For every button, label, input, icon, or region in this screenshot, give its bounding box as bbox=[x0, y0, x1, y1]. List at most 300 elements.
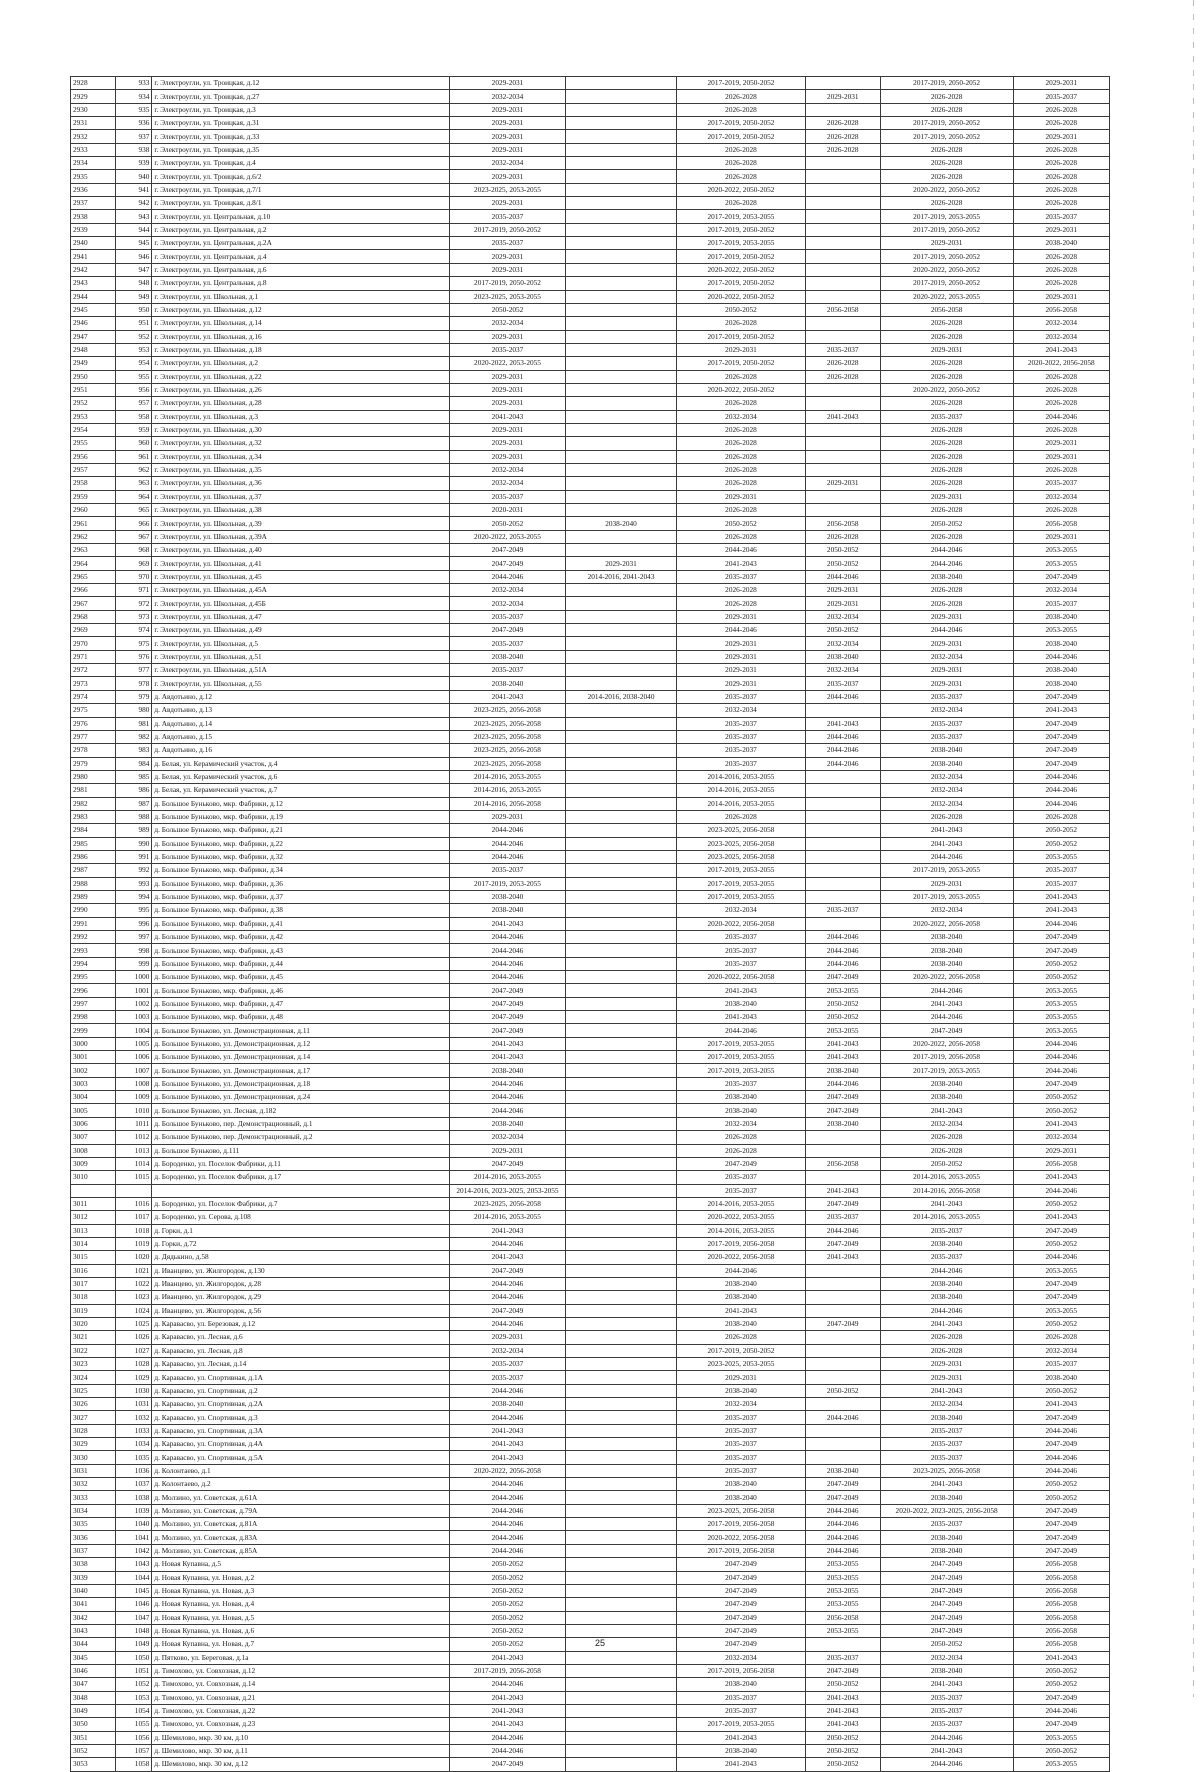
address-cell: д. Каравасво, ул. Спортивная, д.2 bbox=[152, 1384, 450, 1397]
year-col-4 bbox=[805, 770, 880, 783]
row-index-cell: 2945 bbox=[71, 303, 116, 316]
address-cell: д. Дядькино, д.58 bbox=[152, 1251, 450, 1264]
year-col-2 bbox=[565, 423, 676, 436]
row-index-cell: 2967 bbox=[71, 597, 116, 610]
table-row bbox=[71, 1104, 1110, 1117]
year-col-3: 2041-2043 bbox=[677, 1011, 806, 1024]
year-col-2 bbox=[565, 664, 676, 677]
year-col-2 bbox=[565, 410, 676, 423]
year-col-5: 2026-2028 bbox=[880, 1131, 1013, 1144]
item-number-cell: 946 bbox=[115, 250, 151, 263]
year-col-5: 2041-2043 bbox=[880, 1104, 1013, 1117]
year-col-5: 2047-2049 bbox=[880, 1598, 1013, 1611]
year-col-5: 2026-2028 bbox=[880, 370, 1013, 383]
item-number-cell: 972 bbox=[115, 597, 151, 610]
table-row bbox=[71, 1691, 1110, 1704]
year-col-6: 2026-2028 bbox=[1013, 197, 1109, 210]
year-col-6: 2056-2058 bbox=[1013, 1571, 1109, 1584]
row-index-cell: 2940 bbox=[71, 237, 116, 250]
table-row bbox=[71, 1304, 1110, 1317]
item-number-cell: 971 bbox=[115, 584, 151, 597]
row-index-cell: 2981 bbox=[71, 784, 116, 797]
year-col-1: 2032-2034 bbox=[450, 463, 566, 476]
item-number-cell: 948 bbox=[115, 277, 151, 290]
year-col-4 bbox=[805, 490, 880, 503]
year-col-3: 2035-2037 bbox=[677, 570, 806, 583]
table-row bbox=[71, 570, 1110, 583]
item-number-cell: 978 bbox=[115, 677, 151, 690]
year-col-4 bbox=[805, 223, 880, 236]
row-index-cell: 2980 bbox=[71, 770, 116, 783]
row-index-cell: 3026 bbox=[71, 1398, 116, 1411]
address-cell: д. Каравасво, ул. Спортивная, д.5А bbox=[152, 1451, 450, 1464]
year-col-4: 2050-2052 bbox=[805, 1384, 880, 1397]
year-col-4 bbox=[805, 463, 880, 476]
year-col-3: 2017-2019, 2053-2055 bbox=[677, 890, 806, 903]
year-col-1: 2044-2046 bbox=[450, 1731, 566, 1744]
address-cell: д. Большое Буньково, мкр. Фабрики, д.44 bbox=[152, 957, 450, 970]
row-index-cell: 2962 bbox=[71, 530, 116, 543]
year-col-3: 2017-2019, 2056-2058 bbox=[677, 1518, 806, 1531]
address-cell: д. Большое Буньково, ул. Демонстрационная, д.18 bbox=[152, 1077, 450, 1090]
year-col-3: 2026-2028 bbox=[677, 103, 806, 116]
year-col-3: 2041-2043 bbox=[677, 1758, 806, 1771]
year-col-3: 2029-2031 bbox=[677, 677, 806, 690]
address-cell: д. Тимохово, ул. Совхозная, д.12 bbox=[152, 1664, 450, 1677]
row-index-cell: 2974 bbox=[71, 690, 116, 703]
year-col-6: 2047-2049 bbox=[1013, 1718, 1109, 1731]
item-number-cell: 998 bbox=[115, 944, 151, 957]
year-col-2 bbox=[565, 237, 676, 250]
year-col-5: 2017-2019, 2050-2052 bbox=[880, 77, 1013, 90]
year-col-5: 2029-2031 bbox=[880, 490, 1013, 503]
year-col-6: 2047-2049 bbox=[1013, 1291, 1109, 1304]
item-number-cell: 955 bbox=[115, 370, 151, 383]
year-col-6: 2044-2046 bbox=[1013, 1037, 1109, 1050]
year-col-1: 2035-2037 bbox=[450, 864, 566, 877]
year-col-1: 2041-2043 bbox=[450, 917, 566, 930]
address-cell: д. Молзино, ул. Советская, д.81А bbox=[152, 1518, 450, 1531]
year-col-4 bbox=[805, 1131, 880, 1144]
year-col-3: 2017-2019, 2056-2058 bbox=[677, 1664, 806, 1677]
table-row bbox=[71, 797, 1110, 810]
address-cell: г. Электроугли, ул. Школьная, д.37 bbox=[152, 490, 450, 503]
year-col-6: 2029-2031 bbox=[1013, 223, 1109, 236]
year-col-2 bbox=[565, 317, 676, 330]
address-cell: д. Каравасво, ул. Лесная, д.6 bbox=[152, 1331, 450, 1344]
address-cell: д. Тимохово, ул. Совхозная, д.22 bbox=[152, 1704, 450, 1717]
year-col-6: 2041-2043 bbox=[1013, 1117, 1109, 1130]
year-col-4: 2044-2046 bbox=[805, 730, 880, 743]
year-col-5: 2026-2028 bbox=[880, 437, 1013, 450]
year-col-1: 2035-2037 bbox=[450, 490, 566, 503]
year-col-3: 2029-2031 bbox=[677, 650, 806, 663]
year-col-3: 2047-2049 bbox=[677, 1157, 806, 1170]
item-number-cell: 1033 bbox=[115, 1424, 151, 1437]
year-col-1: 2050-2052 bbox=[450, 1611, 566, 1624]
year-col-4: 2038-2040 bbox=[805, 1064, 880, 1077]
year-col-2 bbox=[565, 917, 676, 930]
year-col-5: 2020-2022, 2056-2058 bbox=[880, 1037, 1013, 1050]
year-col-4: 2053-2055 bbox=[805, 1584, 880, 1597]
year-col-1: 2017-2019, 2056-2058 bbox=[450, 1664, 566, 1677]
year-col-2 bbox=[565, 877, 676, 890]
year-col-5: 2044-2046 bbox=[880, 544, 1013, 557]
address-cell: д. Иванцево, ул. Жилгородок, д.56 bbox=[152, 1304, 450, 1317]
table-row bbox=[71, 610, 1110, 623]
row-index-cell: 2964 bbox=[71, 557, 116, 570]
row-index-cell: 2993 bbox=[71, 944, 116, 957]
table-row bbox=[71, 664, 1110, 677]
year-col-1: 2029-2031 bbox=[450, 117, 566, 130]
year-col-1: 2038-2040 bbox=[450, 904, 566, 917]
year-col-5: 2041-2043 bbox=[880, 1678, 1013, 1691]
row-index-cell: 2996 bbox=[71, 984, 116, 997]
year-col-3: 2017-2019, 2056-2058 bbox=[677, 1237, 806, 1250]
year-col-1: 2050-2052 bbox=[450, 1624, 566, 1637]
item-number-cell: 1044 bbox=[115, 1571, 151, 1584]
year-col-3: 2026-2028 bbox=[677, 530, 806, 543]
year-col-1: 2014-2016, 2023-2025, 2053-2055 bbox=[450, 1184, 566, 1197]
year-col-5: 2038-2040 bbox=[880, 1411, 1013, 1424]
table-row bbox=[71, 730, 1110, 743]
row-index-cell: 3041 bbox=[71, 1598, 116, 1611]
table-row bbox=[71, 677, 1110, 690]
row-index-cell: 3008 bbox=[71, 1144, 116, 1157]
address-cell: д. Шемилово, мкр. 30 км, д.11 bbox=[152, 1744, 450, 1757]
year-col-6: 2047-2049 bbox=[1013, 1504, 1109, 1517]
year-col-5: 2020-2022, 2050-2052 bbox=[880, 383, 1013, 396]
year-col-6: 2035-2037 bbox=[1013, 477, 1109, 490]
year-col-2 bbox=[565, 1157, 676, 1170]
year-col-6: 2026-2028 bbox=[1013, 1331, 1109, 1344]
row-index-cell: 2947 bbox=[71, 330, 116, 343]
year-col-1: 2047-2049 bbox=[450, 544, 566, 557]
year-col-2 bbox=[565, 1024, 676, 1037]
address-cell: г. Электроугли, ул. Школьная, д.51 bbox=[152, 650, 450, 663]
year-col-4: 2056-2058 bbox=[805, 1157, 880, 1170]
row-index-cell: 2999 bbox=[71, 1024, 116, 1037]
row-index-cell: 2934 bbox=[71, 157, 116, 170]
table-row bbox=[71, 984, 1110, 997]
year-col-1: 2023-2025, 2056-2058 bbox=[450, 717, 566, 730]
year-col-3: 2029-2031 bbox=[677, 637, 806, 650]
year-col-2 bbox=[565, 490, 676, 503]
year-col-1: 2029-2031 bbox=[450, 77, 566, 90]
year-col-4: 2050-2052 bbox=[805, 1678, 880, 1691]
year-col-5: 2026-2028 bbox=[880, 584, 1013, 597]
year-col-4: 2044-2046 bbox=[805, 757, 880, 770]
item-number-cell: 988 bbox=[115, 810, 151, 823]
year-col-3: 2017-2019, 2053-2055 bbox=[677, 1064, 806, 1077]
year-col-1: 2038-2040 bbox=[450, 890, 566, 903]
year-col-6: 2056-2058 bbox=[1013, 1638, 1109, 1651]
year-col-4: 2044-2046 bbox=[805, 944, 880, 957]
address-cell: г. Электроугли, ул. Школьная, д.5 bbox=[152, 637, 450, 650]
item-number-cell: 938 bbox=[115, 143, 151, 156]
item-number-cell: 941 bbox=[115, 183, 151, 196]
year-col-4: 2041-2043 bbox=[805, 1718, 880, 1731]
year-col-1: 2020-2022, 2056-2058 bbox=[450, 1464, 566, 1477]
year-col-4: 2026-2028 bbox=[805, 130, 880, 143]
year-col-5: 2038-2040 bbox=[880, 1491, 1013, 1504]
table-body bbox=[71, 77, 1110, 1772]
year-col-4 bbox=[805, 423, 880, 436]
year-col-6: 2041-2043 bbox=[1013, 1171, 1109, 1184]
year-col-4 bbox=[805, 704, 880, 717]
table-row bbox=[71, 1197, 1110, 1210]
year-col-4: 2035-2037 bbox=[805, 1211, 880, 1224]
address-cell: д. Новая Купавна, ул. Новая, д.2 bbox=[152, 1571, 450, 1584]
address-cell: д. Большое Буньково, ул. Демонстрационная, д.12 bbox=[152, 1037, 450, 1050]
year-col-1: 2029-2031 bbox=[450, 810, 566, 823]
year-col-4: 2032-2034 bbox=[805, 637, 880, 650]
item-number-cell: 999 bbox=[115, 957, 151, 970]
address-cell: д. Бороденко, ул. Поселок Фабрики, д.7 bbox=[152, 1197, 450, 1210]
table-row bbox=[71, 597, 1110, 610]
row-index-cell: 3051 bbox=[71, 1731, 116, 1744]
address-cell: г. Электроугли, ул. Центральная, д.8 bbox=[152, 277, 450, 290]
year-col-6: 2026-2028 bbox=[1013, 810, 1109, 823]
table-row bbox=[71, 1744, 1110, 1757]
year-col-4 bbox=[805, 210, 880, 223]
year-col-4: 2053-2055 bbox=[805, 1598, 880, 1611]
year-col-3: 2014-2016, 2053-2055 bbox=[677, 1197, 806, 1210]
year-col-4 bbox=[805, 1398, 880, 1411]
year-col-6: 2041-2043 bbox=[1013, 1211, 1109, 1224]
year-col-6: 2026-2028 bbox=[1013, 383, 1109, 396]
row-index-cell bbox=[71, 1184, 116, 1197]
item-number-cell: 964 bbox=[115, 490, 151, 503]
year-col-3: 2017-2019, 2056-2058 bbox=[677, 1544, 806, 1557]
year-col-6: 2035-2037 bbox=[1013, 210, 1109, 223]
year-col-1: 2017-2019, 2050-2052 bbox=[450, 277, 566, 290]
year-col-5: 2026-2028 bbox=[880, 1331, 1013, 1344]
year-col-6: 2053-2055 bbox=[1013, 1024, 1109, 1037]
year-col-4 bbox=[805, 877, 880, 890]
year-col-5: 2017-2019, 2050-2052 bbox=[880, 277, 1013, 290]
year-col-1: 2050-2052 bbox=[450, 517, 566, 530]
year-col-4: 2050-2052 bbox=[805, 624, 880, 637]
year-col-5: 2044-2046 bbox=[880, 1304, 1013, 1317]
year-col-2 bbox=[565, 1331, 676, 1344]
year-col-3: 2035-2037 bbox=[677, 757, 806, 770]
address-cell: г. Электроугли, ул. Школьная, д.36 bbox=[152, 477, 450, 490]
address-cell: д. Белая, ул. Керамический участок, д.6 bbox=[152, 770, 450, 783]
year-col-4: 2026-2028 bbox=[805, 143, 880, 156]
row-index-cell: 2998 bbox=[71, 1011, 116, 1024]
year-col-6: 2050-2052 bbox=[1013, 1491, 1109, 1504]
year-col-2 bbox=[565, 143, 676, 156]
year-col-1: 2047-2049 bbox=[450, 557, 566, 570]
year-col-5: 2029-2031 bbox=[880, 1371, 1013, 1384]
year-col-5: 2047-2049 bbox=[880, 1558, 1013, 1571]
table-row bbox=[71, 1531, 1110, 1544]
year-col-2 bbox=[565, 277, 676, 290]
year-col-2 bbox=[565, 157, 676, 170]
year-col-4: 2050-2052 bbox=[805, 544, 880, 557]
table-row bbox=[71, 650, 1110, 663]
address-cell: д. Большое Буньково, пер. Демонстрационный, д.2 bbox=[152, 1131, 450, 1144]
address-cell: г. Электроугли, ул. Троицкая, д.35 bbox=[152, 143, 450, 156]
table-row bbox=[71, 437, 1110, 450]
row-index-cell: 3042 bbox=[71, 1611, 116, 1624]
year-col-6: 2044-2046 bbox=[1013, 1704, 1109, 1717]
address-cell: д. Большое Буньково, ул. Лесная, д.182 bbox=[152, 1104, 450, 1117]
table-row bbox=[71, 143, 1110, 156]
year-col-5: 2026-2028 bbox=[880, 330, 1013, 343]
year-col-5: 2038-2040 bbox=[880, 944, 1013, 957]
row-index-cell: 2938 bbox=[71, 210, 116, 223]
row-index-cell: 2982 bbox=[71, 797, 116, 810]
item-number-cell: 1048 bbox=[115, 1624, 151, 1637]
year-col-3: 2017-2019, 2050-2052 bbox=[677, 130, 806, 143]
address-cell: д. Горки, д.1 bbox=[152, 1224, 450, 1237]
year-col-2: 2014-2016, 2041-2043 bbox=[565, 570, 676, 583]
year-col-2 bbox=[565, 757, 676, 770]
year-col-4: 2038-2040 bbox=[805, 650, 880, 663]
year-col-2 bbox=[565, 904, 676, 917]
year-col-3: 2017-2019, 2053-2055 bbox=[677, 864, 806, 877]
year-col-4: 2047-2049 bbox=[805, 1104, 880, 1117]
year-col-1: 2032-2034 bbox=[450, 584, 566, 597]
table-row bbox=[71, 757, 1110, 770]
year-col-3: 2041-2043 bbox=[677, 1304, 806, 1317]
table-row bbox=[71, 1211, 1110, 1224]
year-col-1: 2032-2034 bbox=[450, 1344, 566, 1357]
year-col-5: 2029-2031 bbox=[880, 877, 1013, 890]
year-col-5: 2014-2016, 2053-2055 bbox=[880, 1171, 1013, 1184]
item-number-cell: 1047 bbox=[115, 1611, 151, 1624]
row-index-cell: 2976 bbox=[71, 717, 116, 730]
table-row bbox=[71, 463, 1110, 476]
year-col-6: 2041-2043 bbox=[1013, 890, 1109, 903]
year-col-2 bbox=[565, 744, 676, 757]
year-col-1: 2041-2043 bbox=[450, 1451, 566, 1464]
item-number-cell: 993 bbox=[115, 877, 151, 890]
year-col-5: 2047-2049 bbox=[880, 1024, 1013, 1037]
row-index-cell: 2955 bbox=[71, 437, 116, 450]
address-cell: г. Электроугли, ул. Центральная, д.10 bbox=[152, 210, 450, 223]
year-col-5: 2032-2034 bbox=[880, 1117, 1013, 1130]
year-col-4 bbox=[805, 1424, 880, 1437]
year-col-3: 2020-2022, 2050-2052 bbox=[677, 263, 806, 276]
year-col-1: 2041-2043 bbox=[450, 1691, 566, 1704]
item-number-cell: 940 bbox=[115, 170, 151, 183]
address-cell: д. Большое Буньково, мкр. Фабрики, д.36 bbox=[152, 877, 450, 890]
item-number-cell: 1005 bbox=[115, 1037, 151, 1050]
address-cell: д. Белая, ул. Керамический участок, д.4 bbox=[152, 757, 450, 770]
table-row bbox=[71, 1424, 1110, 1437]
row-index-cell: 2946 bbox=[71, 317, 116, 330]
year-col-6: 2032-2034 bbox=[1013, 330, 1109, 343]
year-col-5: 2032-2034 bbox=[880, 704, 1013, 717]
year-col-1: 2044-2046 bbox=[450, 1478, 566, 1491]
year-col-4 bbox=[805, 290, 880, 303]
year-col-6: 2047-2049 bbox=[1013, 1691, 1109, 1704]
year-col-1: 2050-2052 bbox=[450, 1571, 566, 1584]
year-col-1: 2041-2043 bbox=[450, 1718, 566, 1731]
year-col-3: 2023-2025, 2056-2058 bbox=[677, 837, 806, 850]
year-col-1: 2041-2043 bbox=[450, 410, 566, 423]
item-number-cell: 1006 bbox=[115, 1051, 151, 1064]
year-col-6: 2047-2049 bbox=[1013, 1224, 1109, 1237]
row-index-cell: 3004 bbox=[71, 1091, 116, 1104]
year-col-1: 2044-2046 bbox=[450, 1491, 566, 1504]
item-number-cell: 981 bbox=[115, 717, 151, 730]
year-col-4: 2044-2046 bbox=[805, 1224, 880, 1237]
year-col-5: 2050-2052 bbox=[880, 1638, 1013, 1651]
year-col-1: 2023-2025, 2056-2058 bbox=[450, 1197, 566, 1210]
item-number-cell: 1010 bbox=[115, 1104, 151, 1117]
item-number-cell: 947 bbox=[115, 263, 151, 276]
year-col-2 bbox=[565, 1451, 676, 1464]
year-col-6: 2056-2058 bbox=[1013, 1584, 1109, 1597]
year-col-4: 2029-2031 bbox=[805, 90, 880, 103]
year-col-3: 2026-2028 bbox=[677, 170, 806, 183]
year-col-6: 2056-2058 bbox=[1013, 1558, 1109, 1571]
year-col-3: 2038-2040 bbox=[677, 997, 806, 1010]
row-index-cell: 3029 bbox=[71, 1438, 116, 1451]
year-col-4 bbox=[805, 330, 880, 343]
item-number-cell: 1020 bbox=[115, 1251, 151, 1264]
year-col-2 bbox=[565, 717, 676, 730]
year-col-5: 2032-2034 bbox=[880, 1398, 1013, 1411]
year-col-1: 2044-2046 bbox=[450, 1411, 566, 1424]
table-row bbox=[71, 237, 1110, 250]
year-col-5: 2044-2046 bbox=[880, 1731, 1013, 1744]
row-index-cell: 2944 bbox=[71, 290, 116, 303]
year-col-5: 2038-2040 bbox=[880, 1237, 1013, 1250]
year-col-1: 2044-2046 bbox=[450, 944, 566, 957]
row-index-cell: 3027 bbox=[71, 1411, 116, 1424]
year-col-1: 2044-2046 bbox=[450, 1531, 566, 1544]
row-index-cell: 3039 bbox=[71, 1571, 116, 1584]
year-col-1: 2029-2031 bbox=[450, 170, 566, 183]
year-col-6: 2029-2031 bbox=[1013, 77, 1109, 90]
address-cell: д. Авдотьино, д.15 bbox=[152, 730, 450, 743]
year-col-1: 2044-2046 bbox=[450, 1291, 566, 1304]
year-col-3: 2026-2028 bbox=[677, 437, 806, 450]
year-col-4: 2050-2052 bbox=[805, 1731, 880, 1744]
year-col-1: 2035-2037 bbox=[450, 664, 566, 677]
table-row bbox=[71, 944, 1110, 957]
table-row bbox=[71, 370, 1110, 383]
year-col-5: 2029-2031 bbox=[880, 1358, 1013, 1371]
year-col-5: 2032-2034 bbox=[880, 797, 1013, 810]
year-col-3: 2044-2046 bbox=[677, 624, 806, 637]
year-col-1: 2029-2031 bbox=[450, 423, 566, 436]
year-col-4: 2044-2046 bbox=[805, 1411, 880, 1424]
year-col-5: 2038-2040 bbox=[880, 744, 1013, 757]
year-col-2 bbox=[565, 957, 676, 970]
year-col-3: 2035-2037 bbox=[677, 931, 806, 944]
row-index-cell: 3014 bbox=[71, 1237, 116, 1250]
year-col-4: 2044-2046 bbox=[805, 690, 880, 703]
year-col-4: 2026-2028 bbox=[805, 370, 880, 383]
row-index-cell: 3016 bbox=[71, 1264, 116, 1277]
year-col-3: 2020-2022, 2056-2058 bbox=[677, 917, 806, 930]
table-row bbox=[71, 917, 1110, 930]
year-col-4: 2035-2037 bbox=[805, 1651, 880, 1664]
item-number-cell: 965 bbox=[115, 504, 151, 517]
address-cell: д. Шемилово, мкр. 30 км, д.12 bbox=[152, 1758, 450, 1771]
year-col-5: 2044-2046 bbox=[880, 557, 1013, 570]
year-col-2 bbox=[565, 984, 676, 997]
year-col-4: 2047-2049 bbox=[805, 1317, 880, 1330]
year-col-5: 2032-2034 bbox=[880, 650, 1013, 663]
address-cell: д. Большое Буньково, мкр. Фабрики, д.45 bbox=[152, 971, 450, 984]
